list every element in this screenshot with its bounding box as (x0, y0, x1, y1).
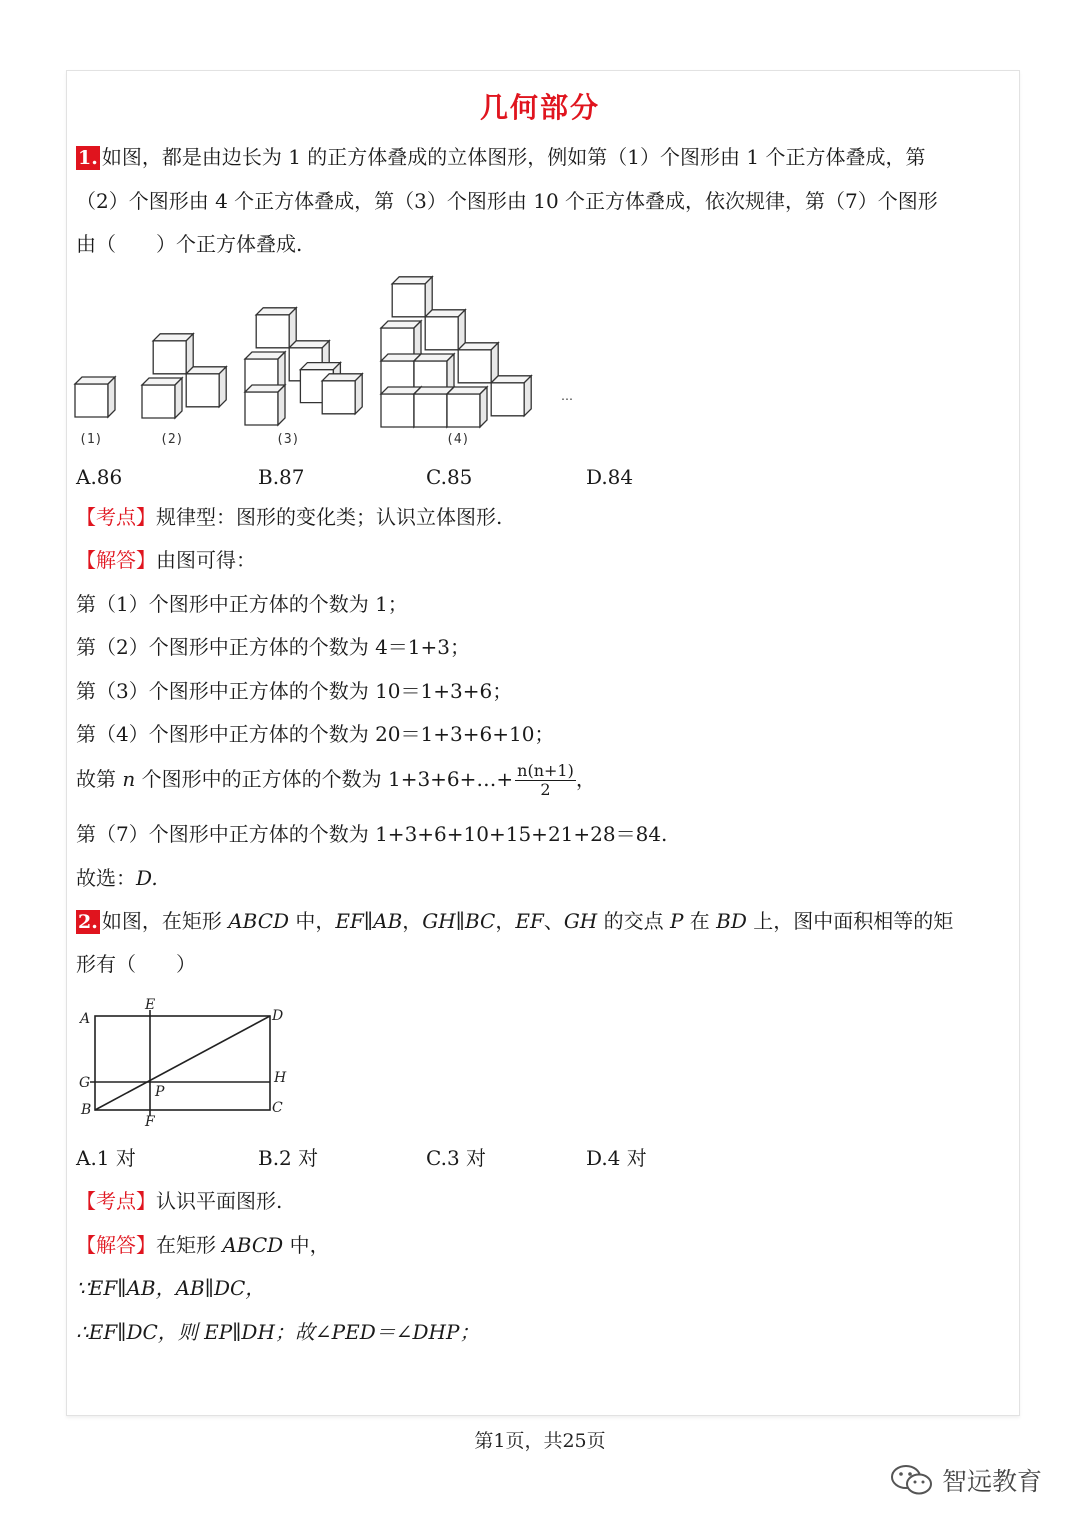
point-a-label: A (80, 1011, 91, 1027)
q1-line-3: 由（ ）个正方体叠成. (76, 232, 303, 256)
q1-option-b: B.87 (258, 465, 305, 489)
q2-number: 2. (78, 911, 98, 933)
q1-line-2: （2）个图形由 4 个正方体叠成，第（3）个图形由 10 个正方体叠成，依次规律，第（7）个图形 (76, 189, 938, 213)
page-title: 几何部分 (479, 91, 600, 124)
q1-step-7: 第（7）个图形中正方体的个数为 1+3+6+10+15+21+28＝84. (76, 822, 668, 846)
page-footer: 第1页，共25页 (474, 1430, 606, 1452)
q1-answer: 故选：D. (76, 866, 158, 890)
point-h-label: H (274, 1070, 287, 1086)
q1-step-2: 第（2）个图形中正方体的个数为 4＝1+3； (76, 635, 471, 659)
figure-label-4: (4) (446, 432, 470, 447)
q2-option-a: A.1 对 (76, 1146, 136, 1170)
q2-option-d: D.4 对 (586, 1146, 647, 1170)
wechat-icon (890, 1463, 934, 1497)
point-g-label: G (79, 1075, 91, 1091)
q1-number: 1. (78, 147, 98, 169)
fraction: $\frac{n(n+1)}{2}$ (517, 761, 574, 799)
q1-general-formula: 故第 n 个图形中的正方体的个数为 1+3+6+…+ $\frac{n(n+1)}{2}$ ， (76, 761, 596, 799)
point-f-label: F (145, 1114, 155, 1130)
q1-step-1: 第（1）个图形中正方体的个数为 1； (76, 592, 408, 616)
watermark (890, 1460, 1042, 1500)
q2-because: ∵EF∥AB，AB∥DC， (76, 1276, 266, 1300)
q2-therefore: ∴EF∥DC，则 EP∥DH；故∠PED＝∠DHP； (76, 1320, 480, 1344)
figure-label-1: (1) (79, 432, 103, 447)
q1-option-a: A.86 (76, 465, 123, 489)
point-c-label: C (272, 1100, 283, 1116)
point-e-label: E (145, 997, 156, 1013)
figure-ellipsis: … (561, 389, 573, 403)
point-p-label: P (155, 1084, 165, 1100)
q1-step-4: 第（4）个图形中正方体的个数为 20＝1+3+6+10； (76, 722, 555, 746)
q1-kaodian: 【考点】规律型：图形的变化类；认识立体图形. (76, 505, 503, 529)
q1-option-c: C.85 (426, 465, 473, 489)
q1-step-3: 第（3）个图形中正方体的个数为 10＝1+3+6； (76, 679, 513, 703)
point-d-label: D (272, 1008, 284, 1024)
q1-option-d: D.84 (586, 465, 634, 489)
q2-jieda: 【解答】在矩形 ABCD 中， (76, 1233, 330, 1257)
q2-line-2: 形有（ ） (76, 952, 196, 976)
q2-option-c: C.3 对 (426, 1146, 487, 1170)
q1-jieda: 【解答】由图可得： (76, 548, 256, 572)
diagonal-bd (95, 1016, 270, 1110)
q1-line-1: 1. 如图，都是由边长为 1 的正方体叠成的立体图形，例如第（1）个图形由 1 个正方体叠成，第 (78, 145, 926, 169)
q2-option-b: B.2 对 (258, 1146, 319, 1170)
figure-label-2: (2) (160, 432, 184, 447)
q2-kaodian: 【考点】认识平面图形. (76, 1189, 283, 1213)
point-b-label: B (81, 1102, 92, 1118)
watermark-text: 智远教育 (942, 1467, 1043, 1496)
q2-line-1: 2. 如图，在矩形 ABCD 中，EF∥AB，GH∥BC，EF、GH 的交点 P 在 BD 上，图中面积相等的矩 (78, 909, 954, 933)
figure-label-3: (3) (276, 432, 300, 447)
